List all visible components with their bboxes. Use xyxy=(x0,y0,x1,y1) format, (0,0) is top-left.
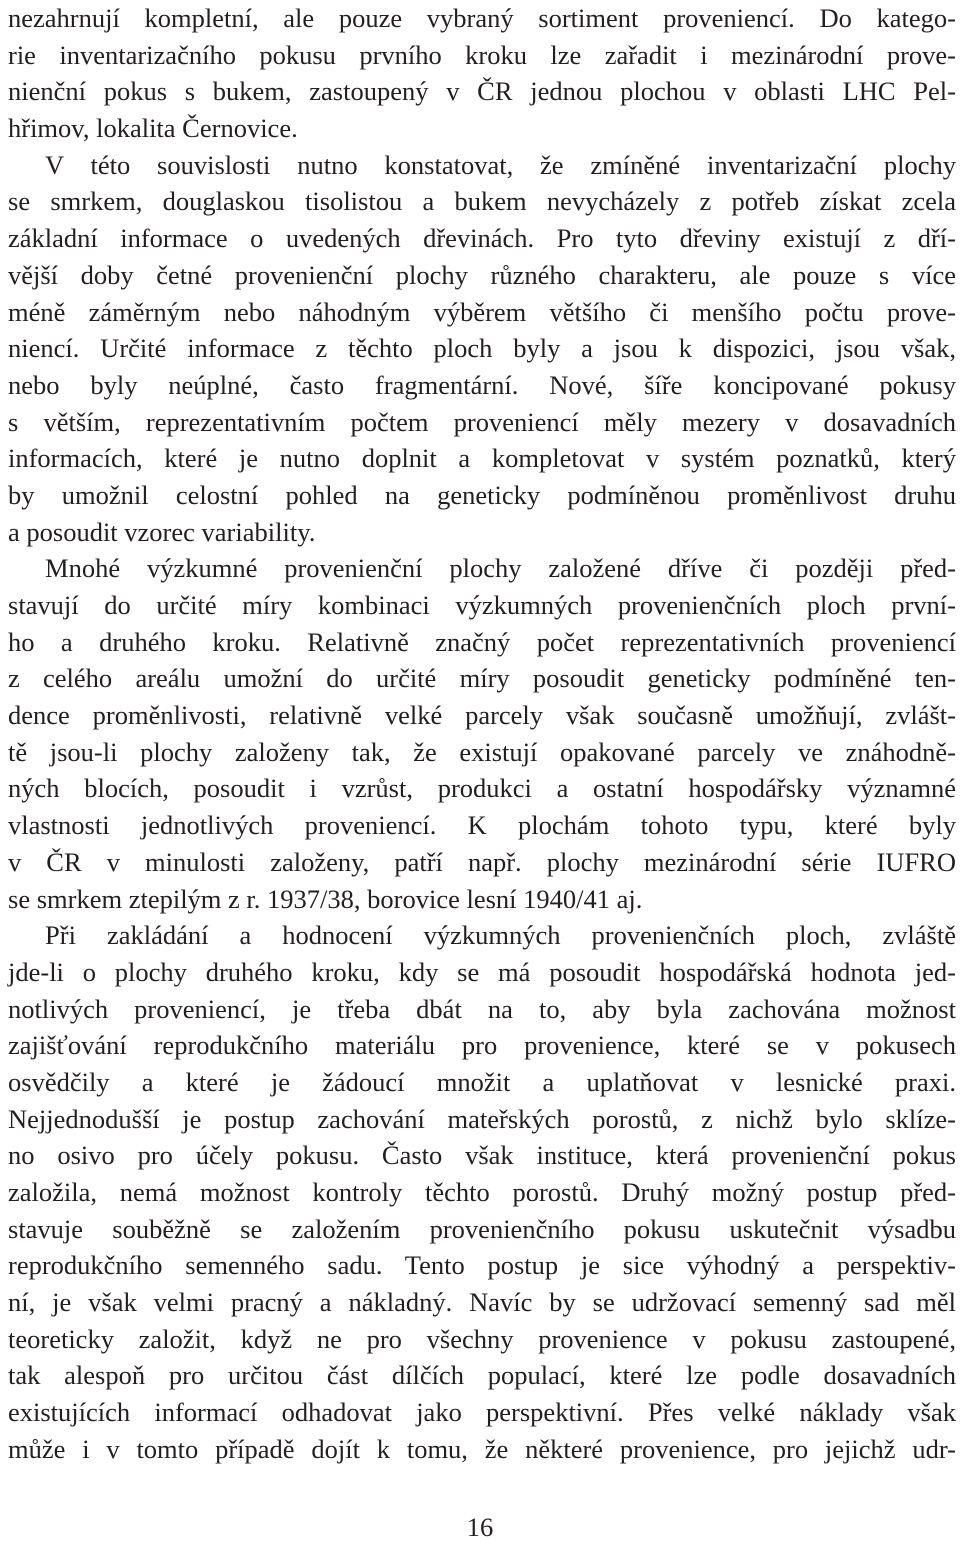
text-line: niencí. Určité informace z těchto ploch byly a jsou k dispozici, jsou však, xyxy=(8,333,956,364)
text-line: s větším, reprezentativním počtem proveniencí měly mezery v dosavadních xyxy=(8,406,956,437)
text-line: ných blocích, posoudit i vzrůst, produkci a ostatní hospodářsky významné xyxy=(8,773,956,804)
text-line: se smrkem ztepilým z r. 1937/38, borovice lesní 1940/41 aj. xyxy=(8,883,643,914)
text-line: ho a druhého kroku. Relativně značný počet reprezentativních proveniencí xyxy=(8,626,956,657)
text-line: v ČR v minulosti založeny, patří např. plochy mezinárodní série IUFRO xyxy=(8,846,956,877)
text-line: ní, je však velmi pracný a nákladný. Navíc by se udržovací semenný sad měl xyxy=(8,1287,956,1318)
text-line: nienční pokus s bukem, zastoupený v ČR jednou plochou v oblasti LHC Pel- xyxy=(8,76,956,107)
text-line: nebo byly neúplné, často fragmentární. Nové, šíře koncipované pokusy xyxy=(8,369,956,400)
text-line: no osivo pro účely pokusu. Často však instituce, která provenienční pokus xyxy=(8,1140,956,1171)
text-line: Při zakládání a hodnocení výzkumných provenienčních ploch, zvláště xyxy=(45,920,956,951)
text-line: stavuje souběžně se založením provenienčního pokusu uskutečnit výsadbu xyxy=(8,1213,956,1244)
text-line: Mnohé výzkumné provenienční plochy založené dříve či později před- xyxy=(45,553,956,584)
text-line: reprodukčního semenného sadu. Tento postup je sice výhodný a perspektiv- xyxy=(8,1250,956,1281)
text-line: Nejjednodušší je postup zachování mateřských porostů, z nichž bylo sklíze- xyxy=(8,1103,956,1134)
text-line: může i v tomto případě dojít k tomu, že některé provenience, pro jejichž udr- xyxy=(8,1433,956,1464)
page-number: 16 xyxy=(466,1512,494,1542)
text-line: nezahrnují kompletní, ale pouze vybraný sortiment proveniencí. Do katego- xyxy=(8,3,956,33)
text-line: notlivých proveniencí, je třeba dbát na to, aby byla zachována možnost xyxy=(8,993,956,1024)
text-line: teoreticky založit, když ne pro všechny provenience v pokusu zastoupené, xyxy=(8,1323,956,1354)
text-line: osvědčily a které je žádoucí množit a uplatňovat v lesnické praxi. xyxy=(8,1066,956,1097)
text-line: základní informace o uvedených dřevinách. Pro tyto dřeviny existují z dří- xyxy=(8,223,956,254)
text-line: a posoudit vzorec variability. xyxy=(8,516,316,547)
text-line: stavují do určité míry kombinaci výzkumných provenienčních ploch první- xyxy=(8,590,956,620)
text-line: rie inventarizačního pokusu prvního kroku lze zařadit i mezinárodní prove- xyxy=(8,39,956,70)
text-line: tak alespoň pro určitou část dílčích populací, které lze podle dosavadních xyxy=(8,1360,956,1391)
text-line: zajišťování reprodukčního materiálu pro provenience, které se v pokusech xyxy=(8,1030,956,1061)
text-line: dence proměnlivosti, relativně velké parcely však současně umožňují, zvlášt- xyxy=(8,700,956,731)
body-text xyxy=(8,0,956,1468)
text-line: informacích, které je nutno doplnit a kompletovat v systém poznatků, který xyxy=(8,443,956,474)
text-line: existujících informací odhadovat jako perspektivní. Přes velké náklady však xyxy=(8,1397,956,1428)
text-line: jde-li o plochy druhého kroku, kdy se má posoudit hospodářská hodnota jed- xyxy=(8,956,956,987)
text-line: vlastnosti jednotlivých proveniencí. K plochám tohoto typu, které byly xyxy=(8,810,956,841)
text-line: založila, nemá možnost kontroly těchto porostů. Druhý možný postup před- xyxy=(8,1177,956,1207)
text-line: vější doby četné provenienční plochy různého charakteru, ale pouze s více xyxy=(8,259,956,290)
text-line: méně záměrným nebo náhodným výběrem většího či menšího počtu prove- xyxy=(8,296,956,327)
text-line: V této souvislosti nutno konstatovat, že zmíněné inventarizační plochy xyxy=(45,149,956,180)
text-line: se smrkem, douglaskou tisolistou a bukem nevycházely z potřeb získat zcela xyxy=(8,186,956,217)
text-line: hřimov, lokalita Černovice. xyxy=(8,113,298,144)
text-line: by umožnil celostní pohled na geneticky podmíněnou proměnlivost druhu xyxy=(8,479,956,510)
text-line: z celého areálu umožní do určité míry posoudit geneticky podmíněné ten- xyxy=(8,663,956,694)
text-line: tě jsou-li plochy založeny tak, že existují opakované parcely ve znáhodně- xyxy=(8,736,956,767)
